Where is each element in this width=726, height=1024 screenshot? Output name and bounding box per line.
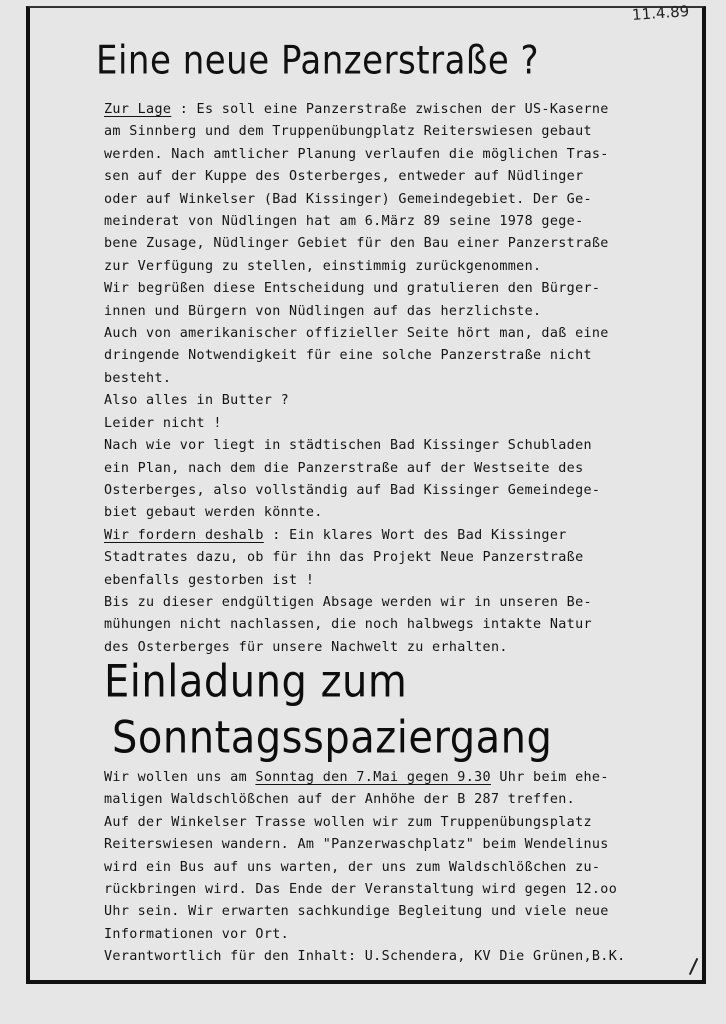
demand-first-line: : Ein klares Wort des Bad Kissinger — [263, 527, 567, 543]
text-line: bene Zusage, Nüdlinger Gebiet für den Bau einer Panzerstraße — [104, 236, 609, 252]
text-line: Uhr sein. Wir erwarten sachkundige Begleitung und viele neue — [104, 904, 609, 920]
text-line: Reiterswiesen wandern. Am "Panzerwaschplatz" beim Wendelinus — [104, 837, 609, 853]
invitation-first-pre: Wir wollen uns am — [104, 770, 256, 785]
invitation-section — [104, 767, 664, 969]
responsible-line: Verantwortlich für den Inhalt: U.Schendera, KV Die Grünen,B.K. — [104, 949, 626, 965]
text-line: rückbringen wird. Das Ende der Veranstaltung wird gegen 12.oo — [104, 882, 618, 898]
text-line: ebenfalls gestorben ist ! — [104, 572, 315, 588]
demand-label: Wir fordern deshalb — [104, 527, 264, 543]
text-line: ein Plan, nach dem die Panzerstraße auf der Westseite des — [104, 460, 584, 476]
text-line — [104, 767, 664, 789]
text-line: Stadtrates dazu, ob für ihn das Projekt Neue Panzerstraße — [104, 550, 584, 566]
text-line: mühungen nicht nachlassen, die noch halbwegs intakte Natur — [104, 617, 592, 633]
invitation-first-post: Uhr beim ehe- — [490, 770, 609, 785]
text-line: Also alles in Butter ? — [104, 393, 290, 409]
text-line: zur Verfügung zu stellen, einstimmig zurückgenommen. — [104, 258, 542, 274]
text-line: oder auf Winkelser (Bad Kissinger) Gemeindegebiet. Der Ge- — [104, 191, 592, 207]
situation-first-line: : Es soll eine Panzerstraße zwischen der US-Kaserne — [171, 102, 609, 117]
text-line: maligen Waldschlößchen auf der Anhöhe der B 287 treffen. — [104, 792, 576, 808]
situation-section — [104, 99, 664, 659]
text-line: Informationen vor Ort. — [104, 926, 290, 942]
text-line: Auf der Winkelser Trasse wollen wir zum Truppenübungsplatz — [104, 814, 592, 830]
text-line — [104, 525, 664, 547]
text-line: sen auf der Kuppe des Osterberges, entweder auf Nüdlinger — [104, 169, 584, 185]
text-line: innen und Bürgern von Nüdlingen auf das herzlichste. — [104, 303, 542, 319]
text-line: Nach wie vor liegt in städtischen Bad Kissinger Schubladen — [104, 438, 592, 454]
text-line: Osterberges, also vollständig auf Bad Kissinger Gemeindege- — [104, 482, 601, 498]
invitation-heading-line2: Sonntagsspaziergang — [112, 712, 553, 764]
text-line — [104, 99, 664, 121]
text-line: meinderat von Nüdlingen hat am 6.März 89 seine 1978 gege- — [104, 214, 584, 230]
text-line: werden. Nach amtlicher Planung verlaufen die möglichen Tras- — [104, 146, 609, 162]
text-line: Leider nicht ! — [104, 415, 222, 431]
text-line: dringende Notwendigkeit für eine solche Panzerstraße nicht — [104, 348, 592, 364]
handwritten-date: 11.4.89 — [631, 2, 690, 24]
text-line: Wir begrüßen diese Entscheidung und gratulieren den Bürger- — [104, 281, 601, 297]
text-line: am Sinnberg und dem Truppenübungplatz Reiterswiesen gebaut — [104, 124, 592, 140]
text-line: des Osterberges für unsere Nachwelt zu erhalten. — [104, 639, 508, 655]
situation-label: Zur Lage — [104, 102, 172, 117]
text-line: wird ein Bus auf uns warten, der uns zum Waldschlößchen zu- — [104, 859, 601, 875]
text-line: besteht. — [104, 370, 172, 386]
text-line: biet gebaut werden könnte. — [104, 505, 323, 521]
invitation-heading-line1: Einladung zum — [104, 656, 408, 708]
text-line: Bis zu dieser endgültigen Absage werden wir in unseren Be- — [104, 594, 592, 610]
text-line: Auch von amerikanischer offizieller Seite hört man, daß eine — [104, 326, 609, 342]
headline: Eine neue Panzerstraße ? — [96, 38, 540, 84]
event-date-time: Sonntag den 7.Mai gegen 9.30 — [255, 770, 491, 785]
